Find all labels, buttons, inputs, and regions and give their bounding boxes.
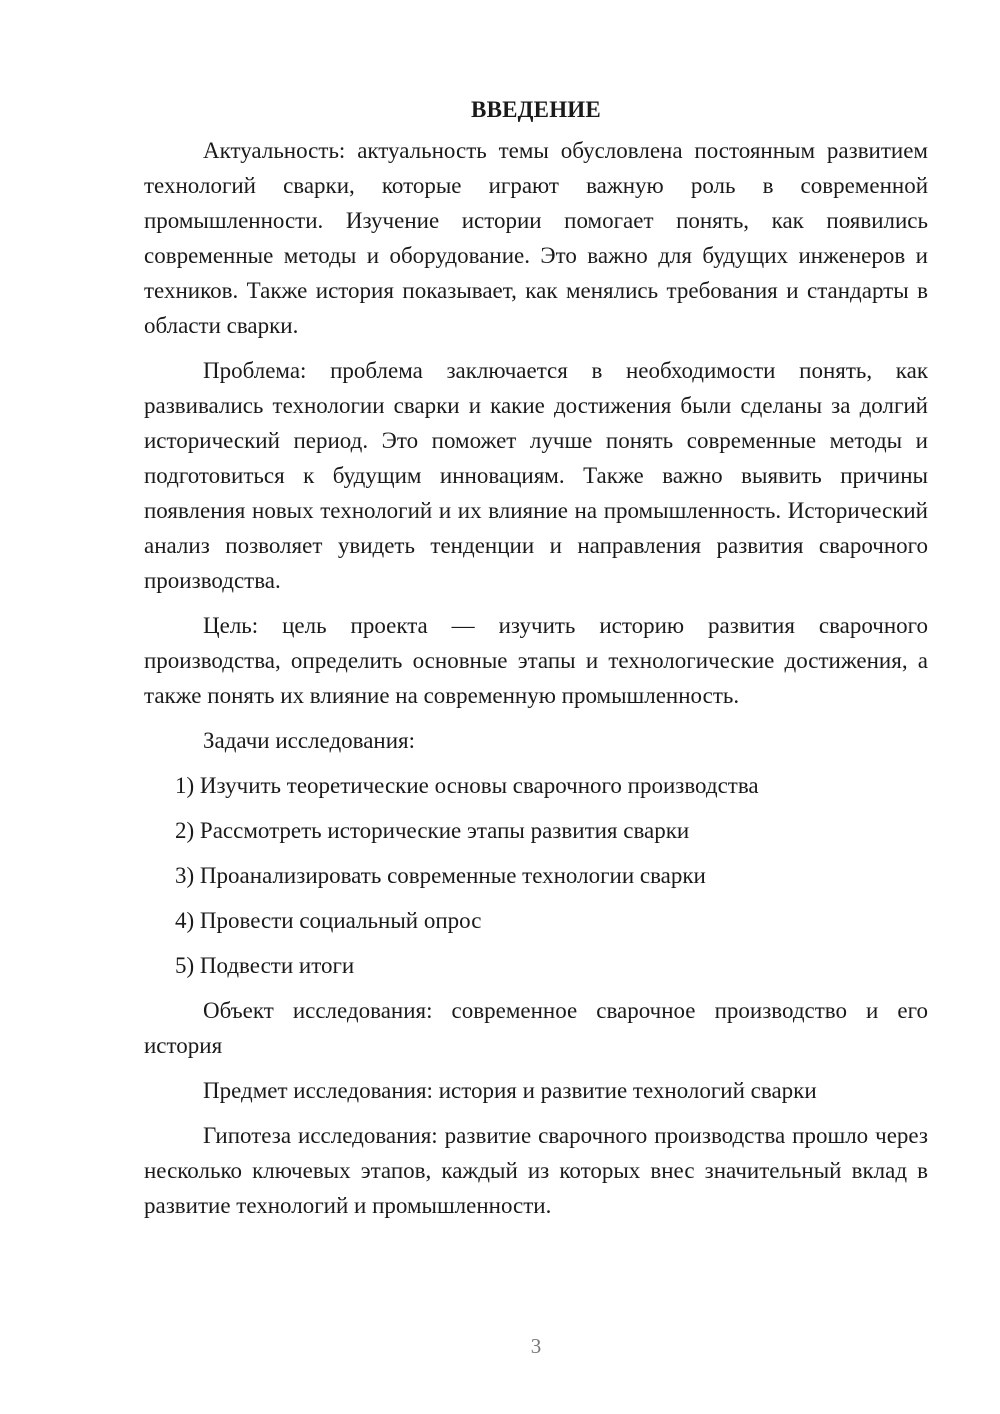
- paragraph-goal: Цель: цель проекта — изучить историю развития сварочного производства, определить основные этапы и технологические достижения, а также понять их влияние на современную промышленность.: [144, 613, 928, 708]
- task-item: 4) Провести социальный опрос: [175, 908, 482, 933]
- task-item: 3) Проанализировать современные технологии сварки: [175, 863, 706, 888]
- paragraph-hypothesis: Гипотеза исследования: развитие сварочного производства прошло через несколько ключевых этапов, каждый из которых внес значительный вклад в развитие технологий и промышленности.: [144, 1123, 928, 1218]
- page-number: 3: [530, 1334, 542, 1358]
- paragraph-object: Объект исследования: современное сварочное производство и его история: [144, 998, 928, 1058]
- task-item: 2) Рассмотреть исторические этапы развития сварки: [175, 818, 690, 843]
- document-page: [144, 92, 928, 1233]
- paragraph-problem: Проблема: проблема заключается в необходимости понять, как развивались технологии сварки и какие достижения были сделаны за долгий исторический период. Это поможет лучше понять современные методы и подготовиться к будущим инновациям. Также важно выявить причины появления новых технологий и их влияние на промышленность. Исторический анализ позволяет увидеть тенденции и направления развития сварочного производства.: [144, 358, 928, 593]
- paragraph-subject: Предмет исследования: история и развитие технологий сварки: [203, 1078, 817, 1103]
- task-list: [144, 768, 928, 983]
- paragraph-relevance: Актуальность: актуальность темы обусловлена постоянным развитием технологий сварки, которые играют важную роль в современной промышленности. Изучение истории помогает понять, как появились современные методы и оборудование. Это важно для будущих инженеров и техников. Также история показывает, как менялись требования и стандарты в области сварки.: [144, 138, 928, 338]
- page-title: ВВЕДЕНИЕ: [471, 97, 601, 122]
- task-item: 5) Подвести итоги: [175, 953, 355, 978]
- paragraph-tasks-heading: Задачи исследования:: [203, 728, 416, 753]
- task-item: 1) Изучить теоретические основы сварочного производства: [175, 773, 759, 798]
